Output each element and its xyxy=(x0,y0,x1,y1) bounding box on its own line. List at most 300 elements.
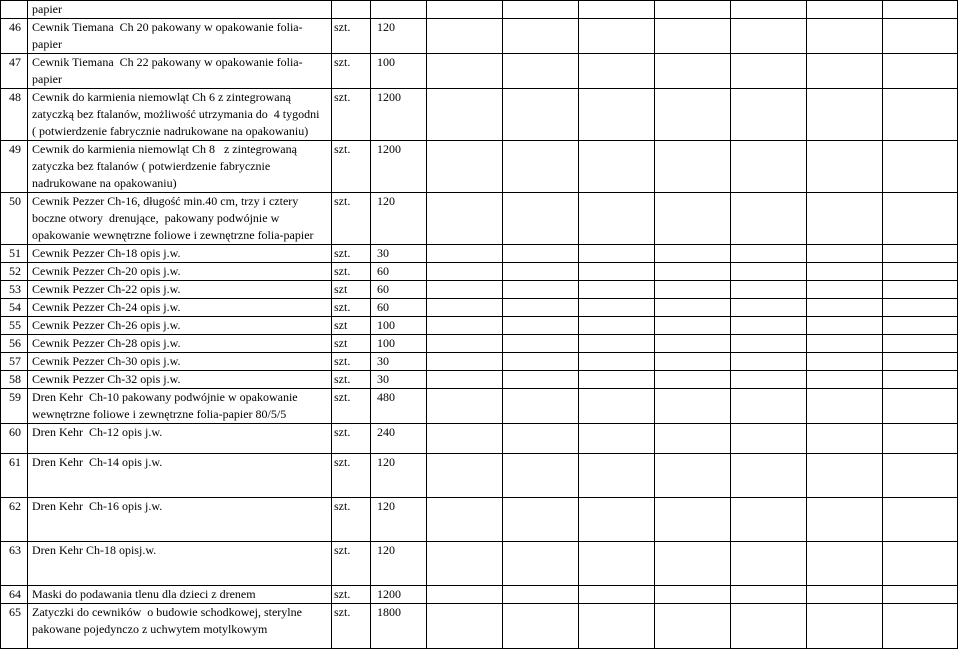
empty-cell xyxy=(807,604,883,649)
empty-cell xyxy=(579,335,655,353)
empty-cell xyxy=(655,245,731,263)
item-quantity-cell xyxy=(371,454,427,498)
item-description-cell xyxy=(28,542,332,586)
empty-cell xyxy=(503,263,579,281)
item-description-cell xyxy=(28,371,332,389)
item-number: 58 xyxy=(9,372,21,386)
item-description-cell xyxy=(28,141,332,193)
empty-cell xyxy=(731,89,807,141)
item-quantity: 60 xyxy=(377,282,389,296)
item-unit-cell xyxy=(332,498,371,542)
empty-cell xyxy=(427,141,503,193)
empty-cell xyxy=(579,454,655,498)
item-description-line: Cewnik Pezzer Ch-32 opis j.w. xyxy=(32,372,181,386)
item-description-line: boczne otwory drenujące, pakowany podwójnie w xyxy=(32,211,280,225)
empty-cell xyxy=(503,542,579,586)
item-description-line: Cewnik Pezzer Ch-30 opis j.w. xyxy=(32,354,181,368)
empty-cell xyxy=(503,604,579,649)
item-unit: szt. xyxy=(334,264,351,278)
empty-cell xyxy=(655,604,731,649)
empty-cell xyxy=(427,281,503,299)
item-quantity-cell xyxy=(371,353,427,371)
item-number: 47 xyxy=(9,55,21,69)
item-unit-cell xyxy=(332,335,371,353)
item-unit: szt. xyxy=(334,605,351,619)
table-row xyxy=(1,317,958,335)
item-description-line: wewnętrzne foliowe i zewnętrzne folia-papier 80/5/5 xyxy=(32,407,287,421)
empty-cell xyxy=(579,193,655,245)
item-description-cell xyxy=(28,389,332,424)
item-unit-cell xyxy=(332,604,371,649)
empty-cell xyxy=(579,317,655,335)
empty-cell xyxy=(731,299,807,317)
empty-cell xyxy=(655,389,731,424)
item-number: 59 xyxy=(9,390,21,404)
item-number: 55 xyxy=(9,318,21,332)
item-unit-cell xyxy=(332,1,371,19)
item-number-cell xyxy=(1,353,28,371)
item-unit: szt. xyxy=(334,455,351,469)
item-description-line: Dren Kehr Ch-16 opis j.w. xyxy=(32,499,163,513)
item-quantity: 60 xyxy=(377,264,389,278)
empty-cell xyxy=(807,353,883,371)
empty-cell xyxy=(883,335,958,353)
empty-cell xyxy=(579,263,655,281)
empty-cell xyxy=(579,498,655,542)
item-number: 54 xyxy=(9,300,21,314)
item-unit-cell xyxy=(332,389,371,424)
empty-cell xyxy=(579,371,655,389)
item-quantity-cell xyxy=(371,371,427,389)
item-unit: szt. xyxy=(334,55,351,69)
empty-cell xyxy=(427,542,503,586)
item-unit: szt. xyxy=(334,142,351,156)
empty-cell xyxy=(883,1,958,19)
item-unit: szt. xyxy=(334,20,351,34)
item-description-line: papier xyxy=(32,37,62,51)
item-quantity-cell xyxy=(371,317,427,335)
item-description-cell xyxy=(28,335,332,353)
empty-cell xyxy=(655,299,731,317)
item-quantity: 120 xyxy=(377,455,395,469)
empty-cell xyxy=(731,604,807,649)
item-unit: szt. xyxy=(334,300,351,314)
empty-cell xyxy=(883,498,958,542)
empty-cell xyxy=(731,542,807,586)
table-row xyxy=(1,19,958,54)
item-unit-cell xyxy=(332,245,371,263)
empty-cell xyxy=(807,586,883,604)
item-description-cell xyxy=(28,19,332,54)
empty-cell xyxy=(883,19,958,54)
item-unit-cell xyxy=(332,299,371,317)
item-description-line: Cewnik Pezzer Ch-26 opis j.w. xyxy=(32,318,181,332)
empty-cell xyxy=(807,371,883,389)
item-quantity: 120 xyxy=(377,20,395,34)
empty-cell xyxy=(503,371,579,389)
empty-cell xyxy=(883,193,958,245)
empty-cell xyxy=(427,371,503,389)
empty-cell xyxy=(427,299,503,317)
empty-cell xyxy=(731,281,807,299)
empty-cell xyxy=(579,299,655,317)
item-number-cell xyxy=(1,299,28,317)
empty-cell xyxy=(807,281,883,299)
empty-cell xyxy=(655,281,731,299)
item-number-cell xyxy=(1,193,28,245)
empty-cell xyxy=(503,498,579,542)
item-quantity: 1200 xyxy=(377,587,401,601)
table-row xyxy=(1,1,958,19)
item-unit-cell xyxy=(332,371,371,389)
empty-cell xyxy=(807,141,883,193)
item-number-cell xyxy=(1,263,28,281)
empty-cell xyxy=(427,353,503,371)
empty-cell xyxy=(807,263,883,281)
empty-cell xyxy=(731,19,807,54)
item-description-line: zatyczka bez ftalanów ( potwierdzenie fabrycznie xyxy=(32,159,271,173)
empty-cell xyxy=(883,317,958,335)
item-number: 63 xyxy=(9,543,21,557)
item-description-line: Maski do podawania tlenu dla dzieci z drenem xyxy=(32,587,256,601)
item-number: 52 xyxy=(9,264,21,278)
item-unit-cell xyxy=(332,424,371,454)
item-quantity-cell xyxy=(371,542,427,586)
empty-cell xyxy=(655,586,731,604)
item-number-cell xyxy=(1,54,28,89)
empty-cell xyxy=(655,54,731,89)
empty-cell xyxy=(427,245,503,263)
item-number: 46 xyxy=(9,20,21,34)
empty-cell xyxy=(731,424,807,454)
item-quantity: 1200 xyxy=(377,142,401,156)
empty-cell xyxy=(883,454,958,498)
empty-cell xyxy=(579,89,655,141)
table-row xyxy=(1,281,958,299)
item-description-line: zatyczką bez ftalanów, możliwość utrzymania do 4 tygodni xyxy=(32,107,320,121)
item-quantity-cell xyxy=(371,389,427,424)
empty-cell xyxy=(807,424,883,454)
item-unit-cell xyxy=(332,89,371,141)
item-quantity-cell xyxy=(371,299,427,317)
empty-cell xyxy=(807,389,883,424)
item-number: 62 xyxy=(9,499,21,513)
item-number-cell xyxy=(1,371,28,389)
table-row xyxy=(1,89,958,141)
item-quantity-cell xyxy=(371,424,427,454)
item-description-line: Zatyczki do cewników o budowie schodkowej, sterylne xyxy=(32,605,302,619)
empty-cell xyxy=(883,54,958,89)
empty-cell xyxy=(655,498,731,542)
item-description-line: pakowane pojedynczo z uchwytem motylkowym xyxy=(32,622,268,636)
empty-cell xyxy=(579,1,655,19)
item-unit-cell xyxy=(332,586,371,604)
item-unit-cell xyxy=(332,19,371,54)
item-description-line: papier xyxy=(32,72,62,86)
item-description-line: ( potwierdzenie fabrycznie nadrukowane na opakowaniu) xyxy=(32,124,309,138)
table-row xyxy=(1,542,958,586)
item-description-line: Cewnik Tiemana Ch 20 pakowany w opakowanie folia- xyxy=(32,20,303,34)
item-description-cell xyxy=(28,1,332,19)
item-quantity: 30 xyxy=(377,372,389,386)
item-quantity: 120 xyxy=(377,543,395,557)
empty-cell xyxy=(503,424,579,454)
item-description-cell xyxy=(28,54,332,89)
item-number-cell xyxy=(1,424,28,454)
empty-cell xyxy=(427,498,503,542)
item-description-line: Dren Kehr Ch-12 opis j.w. xyxy=(32,425,163,439)
table-row xyxy=(1,424,958,454)
empty-cell xyxy=(503,353,579,371)
item-description-line: Cewnik do karmienia niemowląt Ch 6 z zintegrowaną xyxy=(32,90,291,104)
empty-cell xyxy=(731,454,807,498)
empty-cell xyxy=(731,389,807,424)
table-row xyxy=(1,371,958,389)
empty-cell xyxy=(807,193,883,245)
item-quantity: 100 xyxy=(377,318,395,332)
item-number: 53 xyxy=(9,282,21,296)
empty-cell xyxy=(731,141,807,193)
empty-cell xyxy=(731,1,807,19)
item-description-cell xyxy=(28,89,332,141)
item-description-cell xyxy=(28,454,332,498)
empty-cell xyxy=(883,245,958,263)
item-number-cell xyxy=(1,335,28,353)
empty-cell xyxy=(579,141,655,193)
empty-cell xyxy=(731,371,807,389)
empty-cell xyxy=(503,54,579,89)
empty-cell xyxy=(655,19,731,54)
item-number: 64 xyxy=(9,587,21,601)
item-quantity: 1200 xyxy=(377,90,401,104)
empty-cell xyxy=(883,353,958,371)
item-description-line: Cewnik Pezzer Ch-20 opis j.w. xyxy=(32,264,181,278)
table-row xyxy=(1,193,958,245)
empty-cell xyxy=(503,454,579,498)
item-quantity: 480 xyxy=(377,390,395,404)
item-unit-cell xyxy=(332,353,371,371)
empty-cell xyxy=(427,19,503,54)
item-quantity: 60 xyxy=(377,300,389,314)
empty-cell xyxy=(807,245,883,263)
item-unit: szt. xyxy=(334,425,351,439)
empty-cell xyxy=(427,335,503,353)
empty-cell xyxy=(503,245,579,263)
item-unit-cell xyxy=(332,542,371,586)
item-description-line: Cewnik Pezzer Ch-24 opis j.w. xyxy=(32,300,181,314)
item-number: 49 xyxy=(9,142,21,156)
empty-cell xyxy=(731,245,807,263)
empty-cell xyxy=(427,586,503,604)
item-description-line: Cewnik do karmienia niemowląt Ch 8 z zintegrowaną xyxy=(32,142,297,156)
item-quantity: 30 xyxy=(377,354,389,368)
item-description-line: papier xyxy=(32,2,62,16)
empty-cell xyxy=(427,263,503,281)
empty-cell xyxy=(579,245,655,263)
empty-cell xyxy=(807,542,883,586)
empty-cell xyxy=(579,424,655,454)
item-unit: szt. xyxy=(334,354,351,368)
empty-cell xyxy=(883,263,958,281)
table-row xyxy=(1,389,958,424)
item-description-cell xyxy=(28,586,332,604)
empty-cell xyxy=(427,389,503,424)
empty-cell xyxy=(427,193,503,245)
item-description-cell xyxy=(28,193,332,245)
item-number-cell xyxy=(1,317,28,335)
empty-cell xyxy=(883,371,958,389)
table-row xyxy=(1,245,958,263)
item-description-line: Cewnik Pezzer Ch-16, długość min.40 cm, trzy i cztery xyxy=(32,194,299,208)
item-quantity: 100 xyxy=(377,55,395,69)
empty-cell xyxy=(883,299,958,317)
empty-cell xyxy=(503,389,579,424)
item-number: 61 xyxy=(9,455,21,469)
empty-cell xyxy=(807,335,883,353)
table-row xyxy=(1,586,958,604)
empty-cell xyxy=(655,193,731,245)
item-number: 56 xyxy=(9,336,21,350)
item-number: 48 xyxy=(9,90,21,104)
item-description-cell xyxy=(28,353,332,371)
empty-cell xyxy=(503,141,579,193)
item-description-cell xyxy=(28,299,332,317)
empty-cell xyxy=(579,542,655,586)
empty-cell xyxy=(655,263,731,281)
empty-cell xyxy=(807,299,883,317)
item-description-cell xyxy=(28,281,332,299)
empty-cell xyxy=(579,19,655,54)
table-row xyxy=(1,54,958,89)
item-quantity-cell xyxy=(371,263,427,281)
item-unit-cell xyxy=(332,193,371,245)
empty-cell xyxy=(883,586,958,604)
empty-cell xyxy=(579,586,655,604)
item-number-cell xyxy=(1,454,28,498)
item-quantity-cell xyxy=(371,245,427,263)
empty-cell xyxy=(655,424,731,454)
table-row xyxy=(1,498,958,542)
item-quantity: 1800 xyxy=(377,605,401,619)
item-description-line: Cewnik Tiemana Ch 22 pakowany w opakowanie folia- xyxy=(32,55,303,69)
item-unit: szt xyxy=(334,318,348,332)
empty-cell xyxy=(807,454,883,498)
empty-cell xyxy=(731,54,807,89)
item-description-line: Cewnik Pezzer Ch-18 opis j.w. xyxy=(32,246,181,260)
item-unit-cell xyxy=(332,141,371,193)
item-unit: szt. xyxy=(334,390,351,404)
empty-cell xyxy=(883,542,958,586)
empty-cell xyxy=(807,498,883,542)
item-description-line: Cewnik Pezzer Ch-28 opis j.w. xyxy=(32,336,181,350)
empty-cell xyxy=(883,604,958,649)
item-description-cell xyxy=(28,245,332,263)
item-unit-cell xyxy=(332,317,371,335)
empty-cell xyxy=(731,317,807,335)
item-quantity: 240 xyxy=(377,425,395,439)
empty-cell xyxy=(655,335,731,353)
item-quantity: 120 xyxy=(377,194,395,208)
item-description-cell xyxy=(28,317,332,335)
table-row xyxy=(1,353,958,371)
table-row xyxy=(1,141,958,193)
item-number-cell xyxy=(1,19,28,54)
item-number: 50 xyxy=(9,194,21,208)
empty-cell xyxy=(731,498,807,542)
item-unit-cell xyxy=(332,263,371,281)
empty-cell xyxy=(503,1,579,19)
empty-cell xyxy=(883,89,958,141)
item-number-cell xyxy=(1,281,28,299)
empty-cell xyxy=(655,1,731,19)
item-number-cell xyxy=(1,245,28,263)
item-number-cell xyxy=(1,586,28,604)
item-unit: szt xyxy=(334,282,348,296)
empty-cell xyxy=(655,371,731,389)
item-description-line: nadrukowane na opakowaniu) xyxy=(32,176,177,190)
item-description-cell xyxy=(28,498,332,542)
empty-cell xyxy=(807,89,883,141)
item-quantity-cell xyxy=(371,54,427,89)
empty-cell xyxy=(883,141,958,193)
empty-cell xyxy=(655,317,731,335)
empty-cell xyxy=(579,54,655,89)
empty-cell xyxy=(807,19,883,54)
item-unit-cell xyxy=(332,54,371,89)
empty-cell xyxy=(883,389,958,424)
item-description-line: opakowanie wewnętrzne foliowe i zewnętrzne folia-papier xyxy=(32,228,314,242)
item-description-cell xyxy=(28,263,332,281)
item-number-cell xyxy=(1,141,28,193)
empty-cell xyxy=(579,389,655,424)
empty-cell xyxy=(807,54,883,89)
item-unit: szt. xyxy=(334,543,351,557)
item-unit: szt. xyxy=(334,587,351,601)
empty-cell xyxy=(427,89,503,141)
table-row xyxy=(1,335,958,353)
item-quantity-cell xyxy=(371,335,427,353)
empty-cell xyxy=(883,424,958,454)
item-number-cell xyxy=(1,542,28,586)
item-description-cell xyxy=(28,604,332,649)
item-number: 57 xyxy=(9,354,21,368)
item-unit: szt. xyxy=(334,499,351,513)
table-row xyxy=(1,263,958,281)
empty-cell xyxy=(655,353,731,371)
item-quantity: 100 xyxy=(377,336,395,350)
item-unit: szt. xyxy=(334,90,351,104)
item-number-cell xyxy=(1,498,28,542)
empty-cell xyxy=(427,54,503,89)
empty-cell xyxy=(427,604,503,649)
item-quantity-cell xyxy=(371,1,427,19)
empty-cell xyxy=(579,604,655,649)
item-number-cell xyxy=(1,89,28,141)
item-quantity: 30 xyxy=(377,246,389,260)
item-quantity-cell xyxy=(371,604,427,649)
item-quantity-cell xyxy=(371,141,427,193)
table-row xyxy=(1,604,958,649)
empty-cell xyxy=(579,281,655,299)
empty-cell xyxy=(503,19,579,54)
item-number-cell xyxy=(1,604,28,649)
item-unit: szt. xyxy=(334,194,351,208)
item-quantity-cell xyxy=(371,19,427,54)
item-number: 60 xyxy=(9,425,21,439)
item-description-line: Dren Kehr Ch-14 opis j.w. xyxy=(32,455,163,469)
empty-cell xyxy=(503,317,579,335)
empty-cell xyxy=(731,263,807,281)
